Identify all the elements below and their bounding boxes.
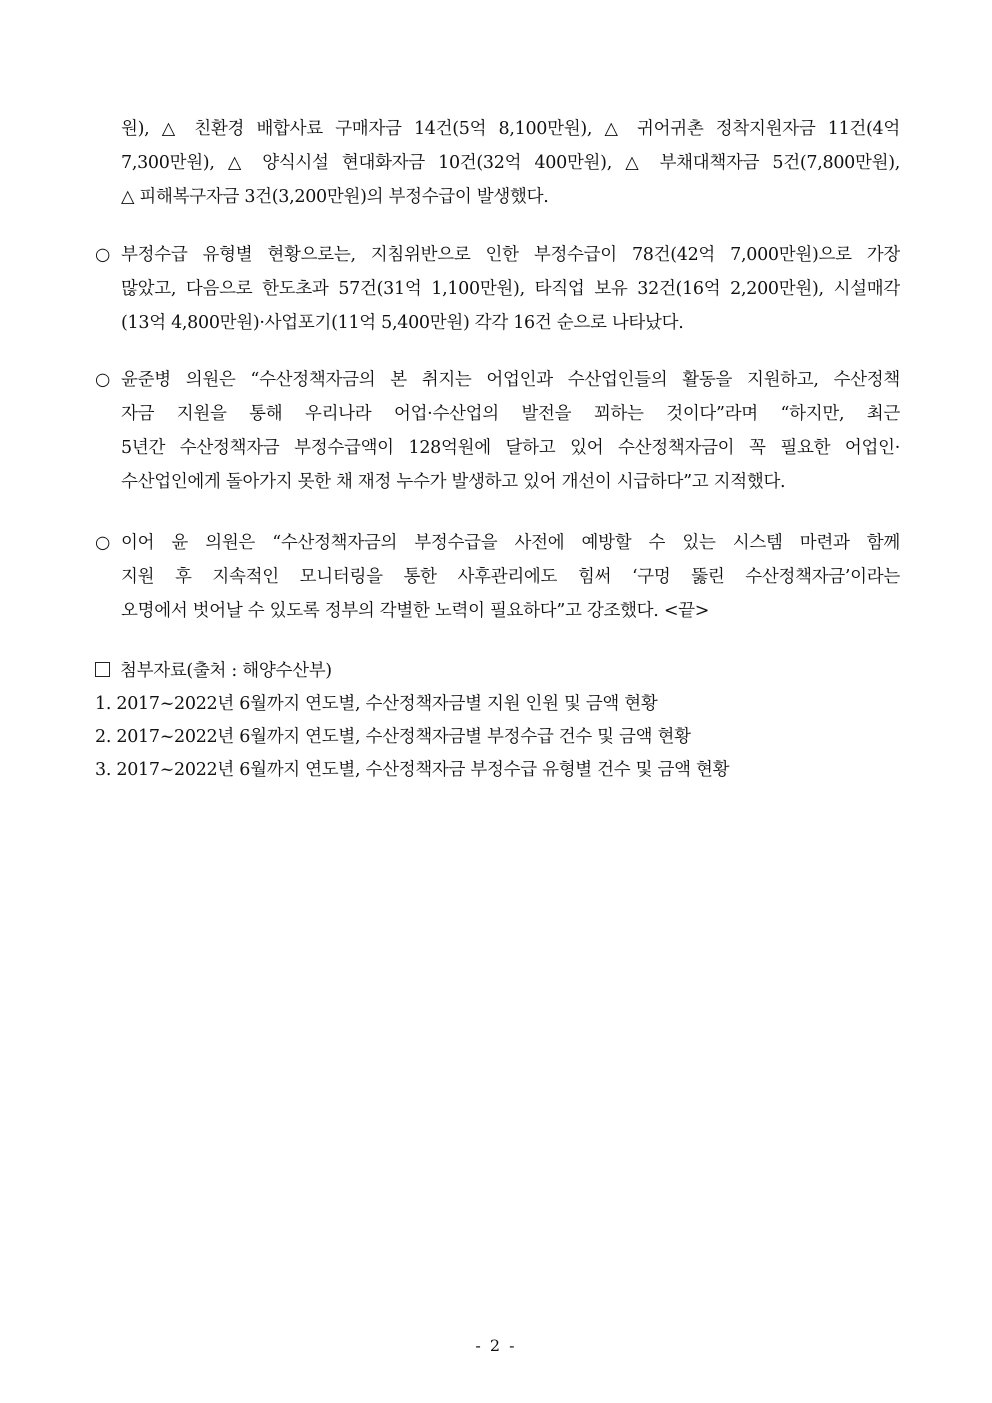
paragraph-line: 부정수급 유형별 현황으로는, 지침위반으로 인한 부정수급이 78건(42억 7,000만원)으로 가장: [121, 245, 900, 265]
paragraph-line: 오명에서 벗어날 수 있도록 정부의 각별한 노력이 필요하다”고 강조했다. <끝>: [121, 601, 710, 621]
paragraph-line: 수산업인에게 돌아가지 못한 채 재정 누수가 발생하고 있어 개선이 시급하다”고 지적했다.: [121, 472, 786, 492]
attachment-item: 3. 2017~2022년 6월까지 연도별, 수산정책자금 부정수급 유형별 건수 및 금액 현황: [95, 760, 730, 780]
paragraph-line: 자금 지원을 통해 우리나라 어업·수산업의 발전을 꾀하는 것이다”라며 “하지만, 최근: [121, 404, 900, 424]
paragraph-line: △ 피해복구자금 3건(3,200만원)의 부정수급이 발생했다.: [121, 187, 549, 207]
attachments-heading: 첨부자료(출처 : 해양수산부): [95, 655, 900, 688]
page-number: - 2 -: [475, 1336, 517, 1355]
attachment-item: 2. 2017~2022년 6월까지 연도별, 수산정책자금별 부정수급 건수 및 금액 현황: [95, 727, 691, 747]
attachments-section: [95, 655, 900, 787]
paragraph-yoon-statement: [95, 363, 900, 499]
attachment-item: 1. 2017~2022년 6월까지 연도별, 수산정책자금별 지원 인원 및 금액 현황: [95, 694, 658, 714]
checkbox-square-icon: [95, 662, 110, 677]
paragraph-line: 원), △ 친환경 배합사료 구매자금 14건(5억 8,100만원), △ 귀어귀촌 정착지원자금 11건(4억: [121, 119, 900, 139]
paragraph-continuation: [95, 112, 900, 214]
paragraph-line: 7,300만원), △ 양식시설 현대화자금 10건(32억 400만원), △ 부채대책자금 5건(7,800만원),: [121, 153, 900, 173]
circle-bullet: ○: [95, 245, 110, 265]
paragraph-line: 윤준병 의원은 “수산정책자금의 본 취지는 어업인과 수산업인들의 활동을 지원하고, 수산정책: [121, 370, 900, 390]
paragraph-line: 지원 후 지속적인 모니터링을 통한 사후관리에도 힘써 ‘구멍 뚫린 수산정책자금’이라는: [121, 567, 900, 587]
paragraph-line: 이어 윤 의원은 “수산정책자금의 부정수급을 사전에 예방할 수 있는 시스템 마련과 함께: [121, 533, 900, 553]
paragraph-line: 5년간 수산정책자금 부정수급액이 128억원에 달하고 있어 수산정책자금이 꼭 필요한 어업인·: [121, 438, 900, 458]
paragraph-fraud-types: [95, 238, 900, 340]
paragraph-line: 많았고, 다음으로 한도초과 57건(31억 1,100만원), 타직업 보유 32건(16억 2,200만원), 시설매각: [121, 279, 900, 299]
paragraph-line: (13억 4,800만원)·사업포기(11억 5,400만원) 각각 16건 순으로 나타났다.: [121, 313, 684, 333]
paragraph-yoon-emphasis: [95, 526, 900, 628]
circle-bullet: ○: [95, 370, 110, 390]
circle-bullet: ○: [95, 533, 110, 553]
